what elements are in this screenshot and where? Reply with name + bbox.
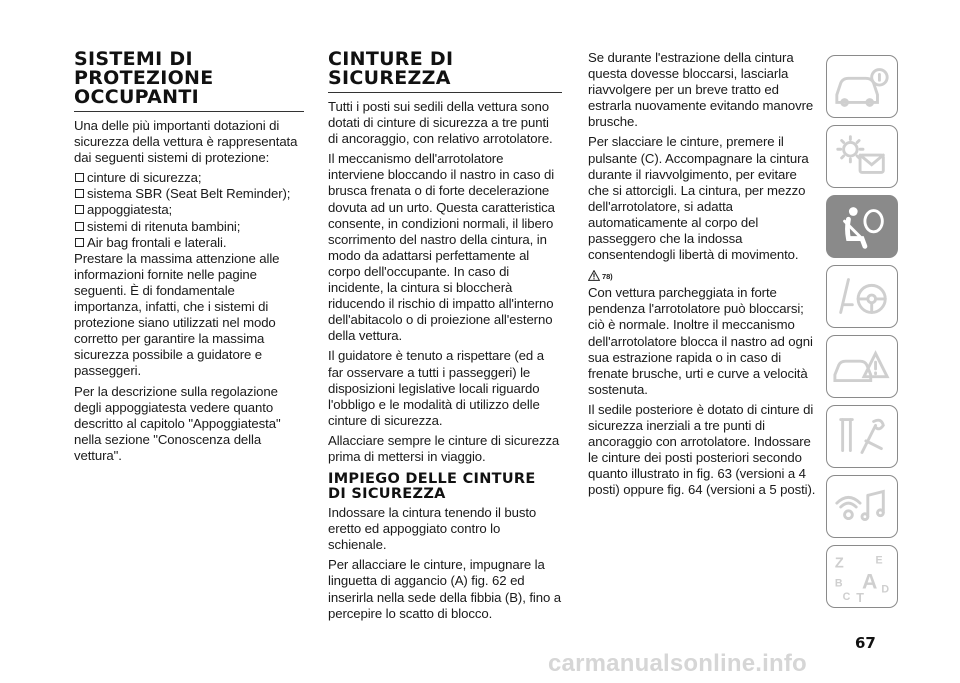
paragraph: Tutti i posti sui sedili della vettura sono dotati di cinture di sicurezza a tre punti di ancoraggio, con relativo arrotolatore. [328, 99, 553, 147]
paragraph: Allacciare sempre le cinture di sicurezza prima di mettersi in viaggio. [328, 432, 560, 464]
checkbox-bullet-icon [75, 173, 84, 182]
paragraph: Il meccanismo dell'arrotolatore interviene bloccando il nastro in caso di brusca frenata o di forte decelerazione dovuta ad un urto. Questa caratteristica consente, in condizioni normali, il libero scorrimento del nastro della cintura, in modo da adattarsi perfettamente al corpo dell'occupante. In caso di incidente, la cintura si bloccherà riducendo il rischio di impatto all'interno dell'abitacolo o di proiezione all'esterno della vettura. [328, 151, 555, 344]
list-item: Air bag frontali e laterali. [74, 235, 304, 251]
column-1 [74, 50, 304, 468]
title-rule [74, 111, 304, 112]
maintenance-icon [827, 406, 897, 467]
list-item: sistema SBR (Seat Belt Reminder); [74, 186, 304, 202]
chapter-tabs [826, 55, 898, 615]
paragraph: Con vettura parcheggiata in forte pendenza l'arrotolatore può bloccarsi; ciò è normale. Inoltre il meccanismo dell'arrotolatore blocca il nastro ad ogni sua estrazione rapida o in caso di frenate brusche, urti e curve a velocità sostenuta. [588, 285, 813, 397]
svg-text:D: D [881, 583, 890, 596]
subsection-title-impiego: IMPIEGO DELLE CINTURE DI SICUREZZA [328, 471, 536, 503]
multimedia-icon [827, 476, 897, 537]
steering-wheel-icon [827, 266, 897, 327]
section-title-protezione: SISTEMI DI PROTEZIONE OCCUPANTI [74, 48, 214, 108]
paragraph: Per slacciare le cinture, premere il pulsante (C). Accompagnare la cintura durante il riavvolgimento, per evitare che si attorcigli. La cintura, per mezzo dell'arrotolatore, si adatta automaticamente al corpo del passeggero che la indossa consentendogli libertà di movimento. [588, 134, 809, 263]
warning-lights-icon [827, 126, 897, 187]
paragraph: Il guidatore è tenuto a rispettare (ed a far osservare a tutti i passeggeri) le disposizioni legislative locali riguardo l'obbligo e le modalità di utilizzo delle cinture di sicurezza. [328, 348, 544, 428]
checkbox-bullet-icon [75, 222, 84, 231]
tab-emergency[interactable] [826, 335, 898, 398]
airbag-safety-icon [827, 196, 897, 257]
car-info-icon [827, 56, 897, 117]
list-item: appoggiatesta; [74, 202, 304, 218]
tab-safety[interactable] [826, 195, 898, 258]
paragraph: Per la descrizione sulla regolazione degli appoggiatesta vedere quanto descritto al capitolo "Appoggiatesta" nella sezione "Conoscenza della vettura". [74, 383, 281, 463]
checkbox-bullet-icon [75, 238, 84, 247]
svg-text:A: A [862, 569, 878, 594]
warning-triangle-icon [588, 270, 600, 281]
column-3 [588, 50, 820, 502]
paragraph: Indossare la cintura tenendo il busto eretto ed appoggiato contro lo schienale. [328, 505, 537, 553]
checkbox-bullet-icon [75, 205, 84, 214]
tab-vehicle-knowledge[interactable] [826, 55, 898, 118]
svg-text:T: T [856, 591, 864, 606]
warning-reference [588, 267, 820, 281]
tab-starting-driving[interactable] [826, 265, 898, 328]
title-rule [328, 92, 562, 93]
warning-ref-number: 78) [602, 272, 613, 282]
tab-index[interactable] [826, 545, 898, 608]
alphabetical-index-icon [827, 546, 897, 607]
svg-text:Z: Z [834, 555, 844, 572]
checkbox-bullet-icon [75, 189, 84, 198]
list-item: cinture di sicurezza; [74, 170, 304, 186]
protection-systems-list [74, 170, 304, 250]
page-number: 67 [855, 634, 876, 652]
intro-paragraph: Una delle più importanti dotazioni di sicurezza della vettura è rappresentata dai seguenti sistemi di protezione: [74, 118, 298, 166]
svg-text:E: E [875, 554, 883, 567]
paragraph: Per allacciare le cinture, impugnare la linguetta di aggancio (A) fig. 62 ed inserirla nella sede della fibbia (B), fino a percepire lo scatto di blocco. [328, 557, 562, 621]
svg-text:B: B [834, 577, 843, 590]
svg-text:C: C [842, 591, 851, 604]
emergency-icon [827, 336, 897, 397]
tab-multimedia[interactable] [826, 475, 898, 538]
paragraph: Prestare la massima attenzione alle informazioni fornite nelle pagine seguenti. È di fondamentale importanza, infatti, che i sistemi di protezione siano utilizzati nel modo corretto per garantire la massima sicurezza possibile a guidatore e passeggeri. [74, 250, 280, 379]
watermark: carmanualsonline.info [548, 650, 807, 677]
paragraph: Il sedile posteriore è dotato di cinture di sicurezza inerziali a tre punti di ancoraggio con arrotolatore. Indossare le cinture dei posti posteriori secondo quanto illustrato in fig. 63 (versioni a 4 posti) oppure fig. 64 (versioni a 5 posti). [588, 401, 816, 498]
section-title-cinture: CINTURE DI SICUREZZA [328, 48, 454, 89]
tab-dashboard-lights[interactable] [826, 125, 898, 188]
column-2 [328, 50, 562, 626]
tab-maintenance[interactable] [826, 405, 898, 468]
list-item: sistemi di ritenuta bambini; [74, 219, 304, 235]
paragraph: Se durante l'estrazione della cintura questa dovesse bloccarsi, lasciarla riavvolgere per un breve tratto ed estrarla nuovamente evitando manovre brusche. [588, 50, 814, 130]
